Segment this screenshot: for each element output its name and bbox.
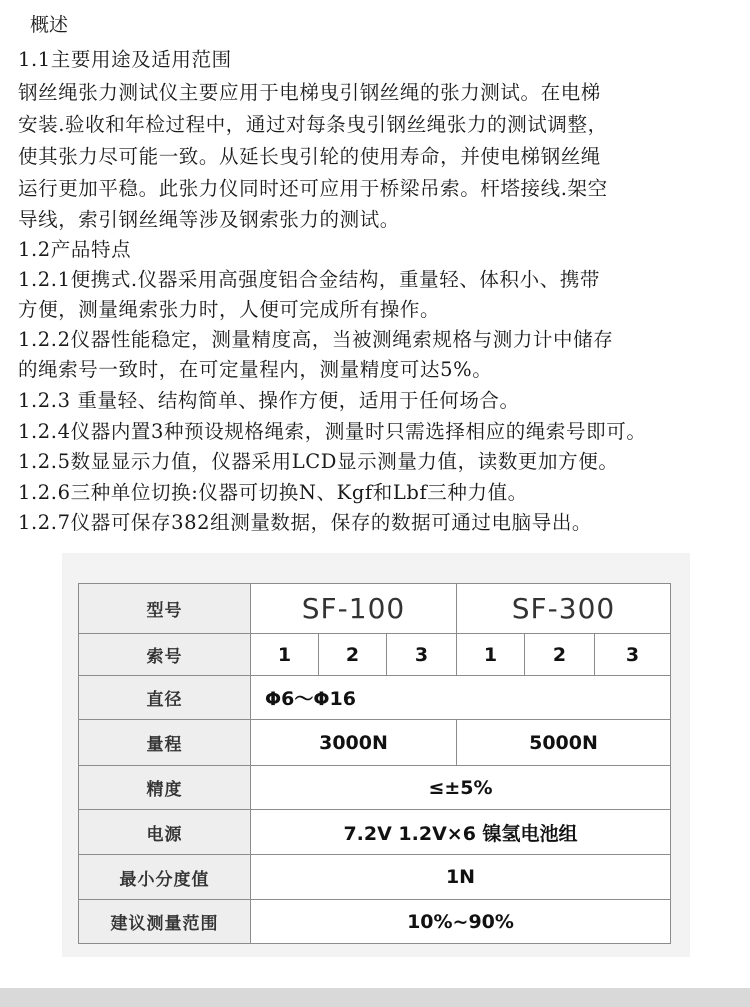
resolution-value: 1N: [251, 855, 671, 900]
paragraph-line: 1.1主要用途及适用范围: [18, 48, 232, 71]
power-value: 7.2V 1.2V×6 镍氢电池组: [251, 810, 671, 855]
paragraph-line: 的绳索号一致时，在可定量程内，测量精度可达5%。: [18, 358, 493, 381]
section-heading: 概述: [30, 14, 69, 36]
table-row: [79, 584, 671, 634]
spec-table: [78, 583, 671, 944]
range-label: 量程: [79, 720, 251, 766]
model-sf100: SF-100: [251, 584, 457, 634]
table-row: [79, 766, 671, 810]
table-row: [79, 634, 671, 676]
paragraph-line: 1.2产品特点: [18, 238, 132, 261]
diameter-value: Φ6～Φ16: [251, 676, 671, 720]
resolution-label: 最小分度值: [79, 855, 251, 900]
rope-label: 索号: [79, 634, 251, 676]
rope-number: 1: [251, 634, 319, 676]
range-value-sf100: 3000N: [251, 720, 457, 766]
table-row: [79, 810, 671, 855]
rope-number: 1: [457, 634, 525, 676]
paragraph-line: 1.2.1便携式.仪器采用高强度铝合金结构，重量轻、体积小、携带: [18, 268, 601, 291]
paragraph-line: 导线，索引钢丝绳等涉及钢索张力的测试。: [18, 208, 400, 231]
rope-number: 3: [595, 634, 671, 676]
paragraph-line: 1.2.3 重量轻、结构简单、操作方便，适用于任何场合。: [18, 389, 520, 412]
recommended-label: 建议测量范围: [79, 900, 251, 944]
table-row: [79, 720, 671, 766]
accuracy-label: 精度: [79, 766, 251, 810]
paragraph-line: 1.2.7仪器可保存382组测量数据，保存的数据可通过电脑导出。: [18, 511, 593, 534]
rope-number: 2: [525, 634, 595, 676]
diameter-label: 直径: [79, 676, 251, 720]
rope-number: 3: [387, 634, 457, 676]
rope-number: 2: [319, 634, 387, 676]
paragraph-line: 钢丝绳张力测试仪主要应用于电梯曳引钢丝绳的张力测试。在电梯: [18, 81, 601, 104]
power-label: 电源: [79, 810, 251, 855]
range-value-sf300: 5000N: [457, 720, 671, 766]
paragraph-line: 安装.验收和年检过程中，通过对每条曳引钢丝绳张力的测试调整，: [18, 113, 608, 136]
paragraph-line: 运行更加平稳。此张力仪同时还可应用于桥梁吊索。杆塔接线.架空: [18, 177, 608, 200]
page-bottom-edge: [0, 988, 750, 1007]
paragraph-line: 方便，测量绳索张力时，人便可完成所有操作。: [18, 298, 441, 321]
paragraph-line: 1.2.5数显显示力值，仪器采用LCD显示测量力值，读数更加方便。: [18, 450, 619, 473]
model-label: 型号: [79, 584, 251, 634]
paragraph-line: 使其张力尽可能一致。从延长曳引轮的使用寿命，并使电梯钢丝绳: [18, 145, 601, 168]
paragraph-line: 1.2.2仪器性能稳定，测量精度高，当被测绳索规格与测力计中储存: [18, 328, 614, 351]
table-row: [79, 900, 671, 944]
paragraph-line: 1.2.4仪器内置3种预设规格绳索，测量时只需选择相应的绳索号即可。: [18, 420, 647, 443]
paragraph-line: 1.2.6三种单位切换:仪器可切换N、Kgf和Lbf三种力值。: [18, 481, 528, 504]
recommended-value: 10%~90%: [251, 900, 671, 944]
table-row: [79, 676, 671, 720]
accuracy-value: ≤±5%: [251, 766, 671, 810]
table-row: [79, 855, 671, 900]
model-sf300: SF-300: [457, 584, 671, 634]
